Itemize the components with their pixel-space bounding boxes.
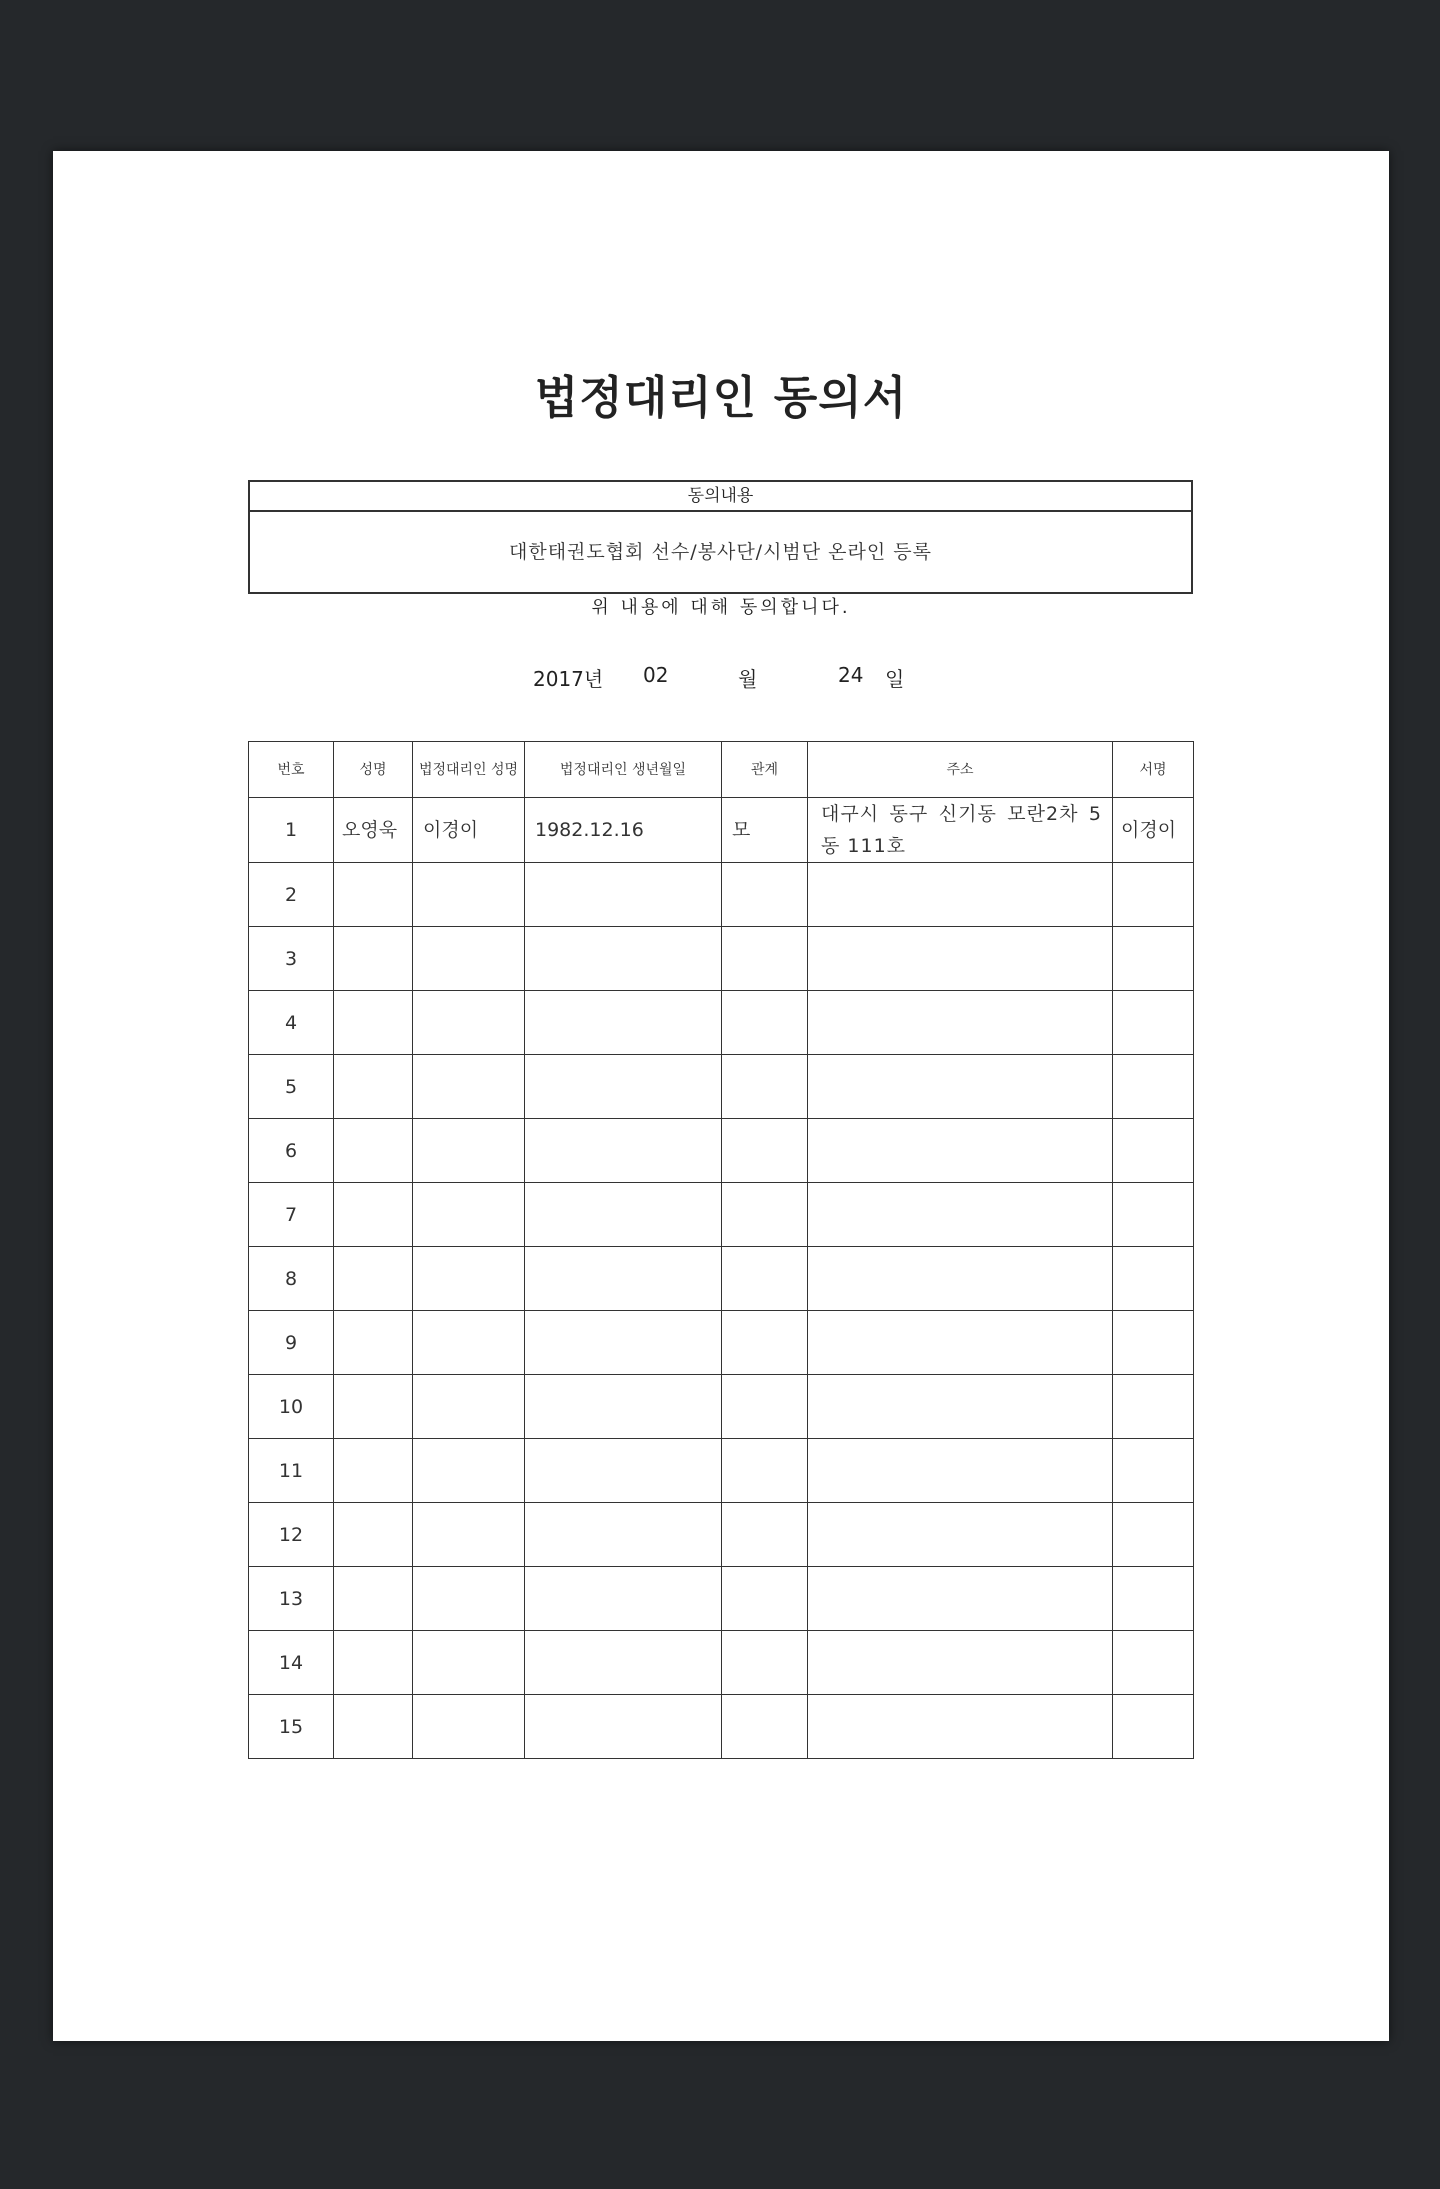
cell-name — [334, 1247, 413, 1311]
cell-signature: 이경이 — [1113, 798, 1194, 863]
cell-signature — [1113, 1567, 1194, 1631]
cell-guardian-name: 이경이 — [413, 798, 525, 863]
cell-address: 대구시 동구 신기동 모란2차 5동 111호 — [808, 798, 1113, 863]
cell-signature — [1113, 927, 1194, 991]
cell-guardian-name — [413, 1439, 525, 1503]
cell-relation — [722, 991, 808, 1055]
cell-relation: 모 — [722, 798, 808, 863]
cell-guardian-name — [413, 1119, 525, 1183]
cell-guardian-name — [413, 1183, 525, 1247]
cell-name: 오영욱 — [334, 798, 413, 863]
table-row — [249, 1311, 1194, 1375]
cell-name — [334, 1119, 413, 1183]
cell-relation — [722, 1375, 808, 1439]
date-month-value: 02 — [643, 663, 669, 687]
cell-signature — [1113, 1119, 1194, 1183]
cell-guardian-name — [413, 991, 525, 1055]
cell-name — [334, 1055, 413, 1119]
cell-address — [808, 1183, 1113, 1247]
cell-signature — [1113, 1247, 1194, 1311]
cell-guardian-birth — [525, 1055, 722, 1119]
cell-guardian-name — [413, 1247, 525, 1311]
cell-relation — [722, 1183, 808, 1247]
cell-no: 9 — [249, 1311, 334, 1375]
cell-address — [808, 1567, 1113, 1631]
cell-address — [808, 1439, 1113, 1503]
date-month-label: 월 — [738, 667, 758, 691]
cell-guardian-birth — [525, 1119, 722, 1183]
cell-guardian-name — [413, 1311, 525, 1375]
cell-name — [334, 1311, 413, 1375]
cell-address — [808, 1119, 1113, 1183]
cell-address — [808, 991, 1113, 1055]
table-row — [249, 1695, 1194, 1759]
cell-guardian-name — [413, 1055, 525, 1119]
cell-no: 3 — [249, 927, 334, 991]
table-row — [249, 1631, 1194, 1695]
cell-guardian-birth — [525, 1183, 722, 1247]
table-header-row — [249, 742, 1194, 798]
cell-guardian-birth — [525, 1503, 722, 1567]
table-row — [249, 798, 1194, 863]
guardian-table — [248, 741, 1194, 1759]
cell-guardian-birth — [525, 1695, 722, 1759]
cell-address — [808, 863, 1113, 927]
table-row — [249, 991, 1194, 1055]
consent-header: 동의내용 — [250, 482, 1191, 512]
cell-guardian-birth — [525, 863, 722, 927]
header-signature: 서명 — [1113, 742, 1194, 798]
document-page — [53, 151, 1389, 2041]
cell-relation — [722, 1503, 808, 1567]
cell-guardian-name — [413, 863, 525, 927]
table-row — [249, 1119, 1194, 1183]
cell-relation — [722, 1695, 808, 1759]
cell-relation — [722, 1247, 808, 1311]
cell-address — [808, 1247, 1113, 1311]
consent-body: 대한태권도협회 선수/봉사단/시범단 온라인 등록 — [508, 541, 932, 563]
cell-name — [334, 991, 413, 1055]
cell-relation — [722, 1631, 808, 1695]
cell-name — [334, 1503, 413, 1567]
header-address: 주소 — [808, 742, 1113, 798]
header-no: 번호 — [249, 742, 334, 798]
cell-name — [334, 1439, 413, 1503]
cell-guardian-birth — [525, 1631, 722, 1695]
date-day-value: 24 — [838, 663, 864, 687]
header-name: 성명 — [334, 742, 413, 798]
table-row — [249, 1375, 1194, 1439]
table-row — [249, 1567, 1194, 1631]
cell-relation — [722, 927, 808, 991]
cell-no: 14 — [249, 1631, 334, 1695]
cell-address — [808, 1055, 1113, 1119]
cell-guardian-name — [413, 927, 525, 991]
cell-name — [334, 1183, 413, 1247]
cell-name — [334, 863, 413, 927]
cell-guardian-birth — [525, 927, 722, 991]
cell-guardian-birth — [525, 1311, 722, 1375]
table-row — [249, 1183, 1194, 1247]
cell-guardian-birth — [525, 1375, 722, 1439]
cell-no: 11 — [249, 1439, 334, 1503]
header-relation: 관계 — [722, 742, 808, 798]
cell-signature — [1113, 1375, 1194, 1439]
cell-name — [334, 1567, 413, 1631]
cell-signature — [1113, 991, 1194, 1055]
cell-address — [808, 1503, 1113, 1567]
cell-no: 15 — [249, 1695, 334, 1759]
cell-address — [808, 927, 1113, 991]
cell-signature — [1113, 1695, 1194, 1759]
cell-name — [334, 1631, 413, 1695]
table-row — [249, 1055, 1194, 1119]
cell-signature — [1113, 1055, 1194, 1119]
cell-guardian-name — [413, 1567, 525, 1631]
cell-relation — [722, 863, 808, 927]
cell-signature — [1113, 1503, 1194, 1567]
cell-guardian-birth — [525, 1567, 722, 1631]
cell-guardian-name — [413, 1695, 525, 1759]
cell-relation — [722, 1119, 808, 1183]
cell-address — [808, 1631, 1113, 1695]
cell-signature — [1113, 1631, 1194, 1695]
cell-signature — [1113, 1183, 1194, 1247]
cell-relation — [722, 1567, 808, 1631]
cell-guardian-name — [413, 1503, 525, 1567]
cell-no: 10 — [249, 1375, 334, 1439]
cell-address — [808, 1375, 1113, 1439]
cell-no: 7 — [249, 1183, 334, 1247]
cell-no: 2 — [249, 863, 334, 927]
cell-no: 12 — [249, 1503, 334, 1567]
cell-no: 8 — [249, 1247, 334, 1311]
table-row — [249, 863, 1194, 927]
cell-no: 13 — [249, 1567, 334, 1631]
cell-signature — [1113, 1311, 1194, 1375]
table-body — [249, 798, 1194, 1759]
date-year: 2017년 — [533, 667, 604, 691]
cell-guardian-birth — [525, 1247, 722, 1311]
cell-address — [808, 1695, 1113, 1759]
cell-relation — [722, 1439, 808, 1503]
table-row — [249, 927, 1194, 991]
consent-box — [248, 480, 1193, 594]
agree-statement: 위 내용에 대해 동의합니다. — [591, 597, 851, 618]
cell-signature — [1113, 863, 1194, 927]
header-guardian-name: 법정대리인 성명 — [413, 742, 525, 798]
cell-guardian-birth — [525, 1439, 722, 1503]
date-day-label: 일 — [885, 667, 905, 691]
cell-name — [334, 1695, 413, 1759]
cell-no: 6 — [249, 1119, 334, 1183]
table-row — [249, 1439, 1194, 1503]
cell-relation — [722, 1311, 808, 1375]
table-row — [249, 1247, 1194, 1311]
cell-guardian-name — [413, 1375, 525, 1439]
cell-no: 1 — [249, 798, 334, 863]
cell-no: 5 — [249, 1055, 334, 1119]
cell-no: 4 — [249, 991, 334, 1055]
cell-guardian-birth — [525, 991, 722, 1055]
cell-guardian-birth: 1982.12.16 — [525, 798, 722, 863]
cell-name — [334, 1375, 413, 1439]
header-guardian-birth: 법정대리인 생년월일 — [525, 742, 722, 798]
cell-relation — [722, 1055, 808, 1119]
cell-signature — [1113, 1439, 1194, 1503]
cell-address — [808, 1311, 1113, 1375]
document-title: 법정대리인 동의서 — [534, 371, 908, 424]
cell-guardian-name — [413, 1631, 525, 1695]
table-row — [249, 1503, 1194, 1567]
cell-name — [334, 927, 413, 991]
